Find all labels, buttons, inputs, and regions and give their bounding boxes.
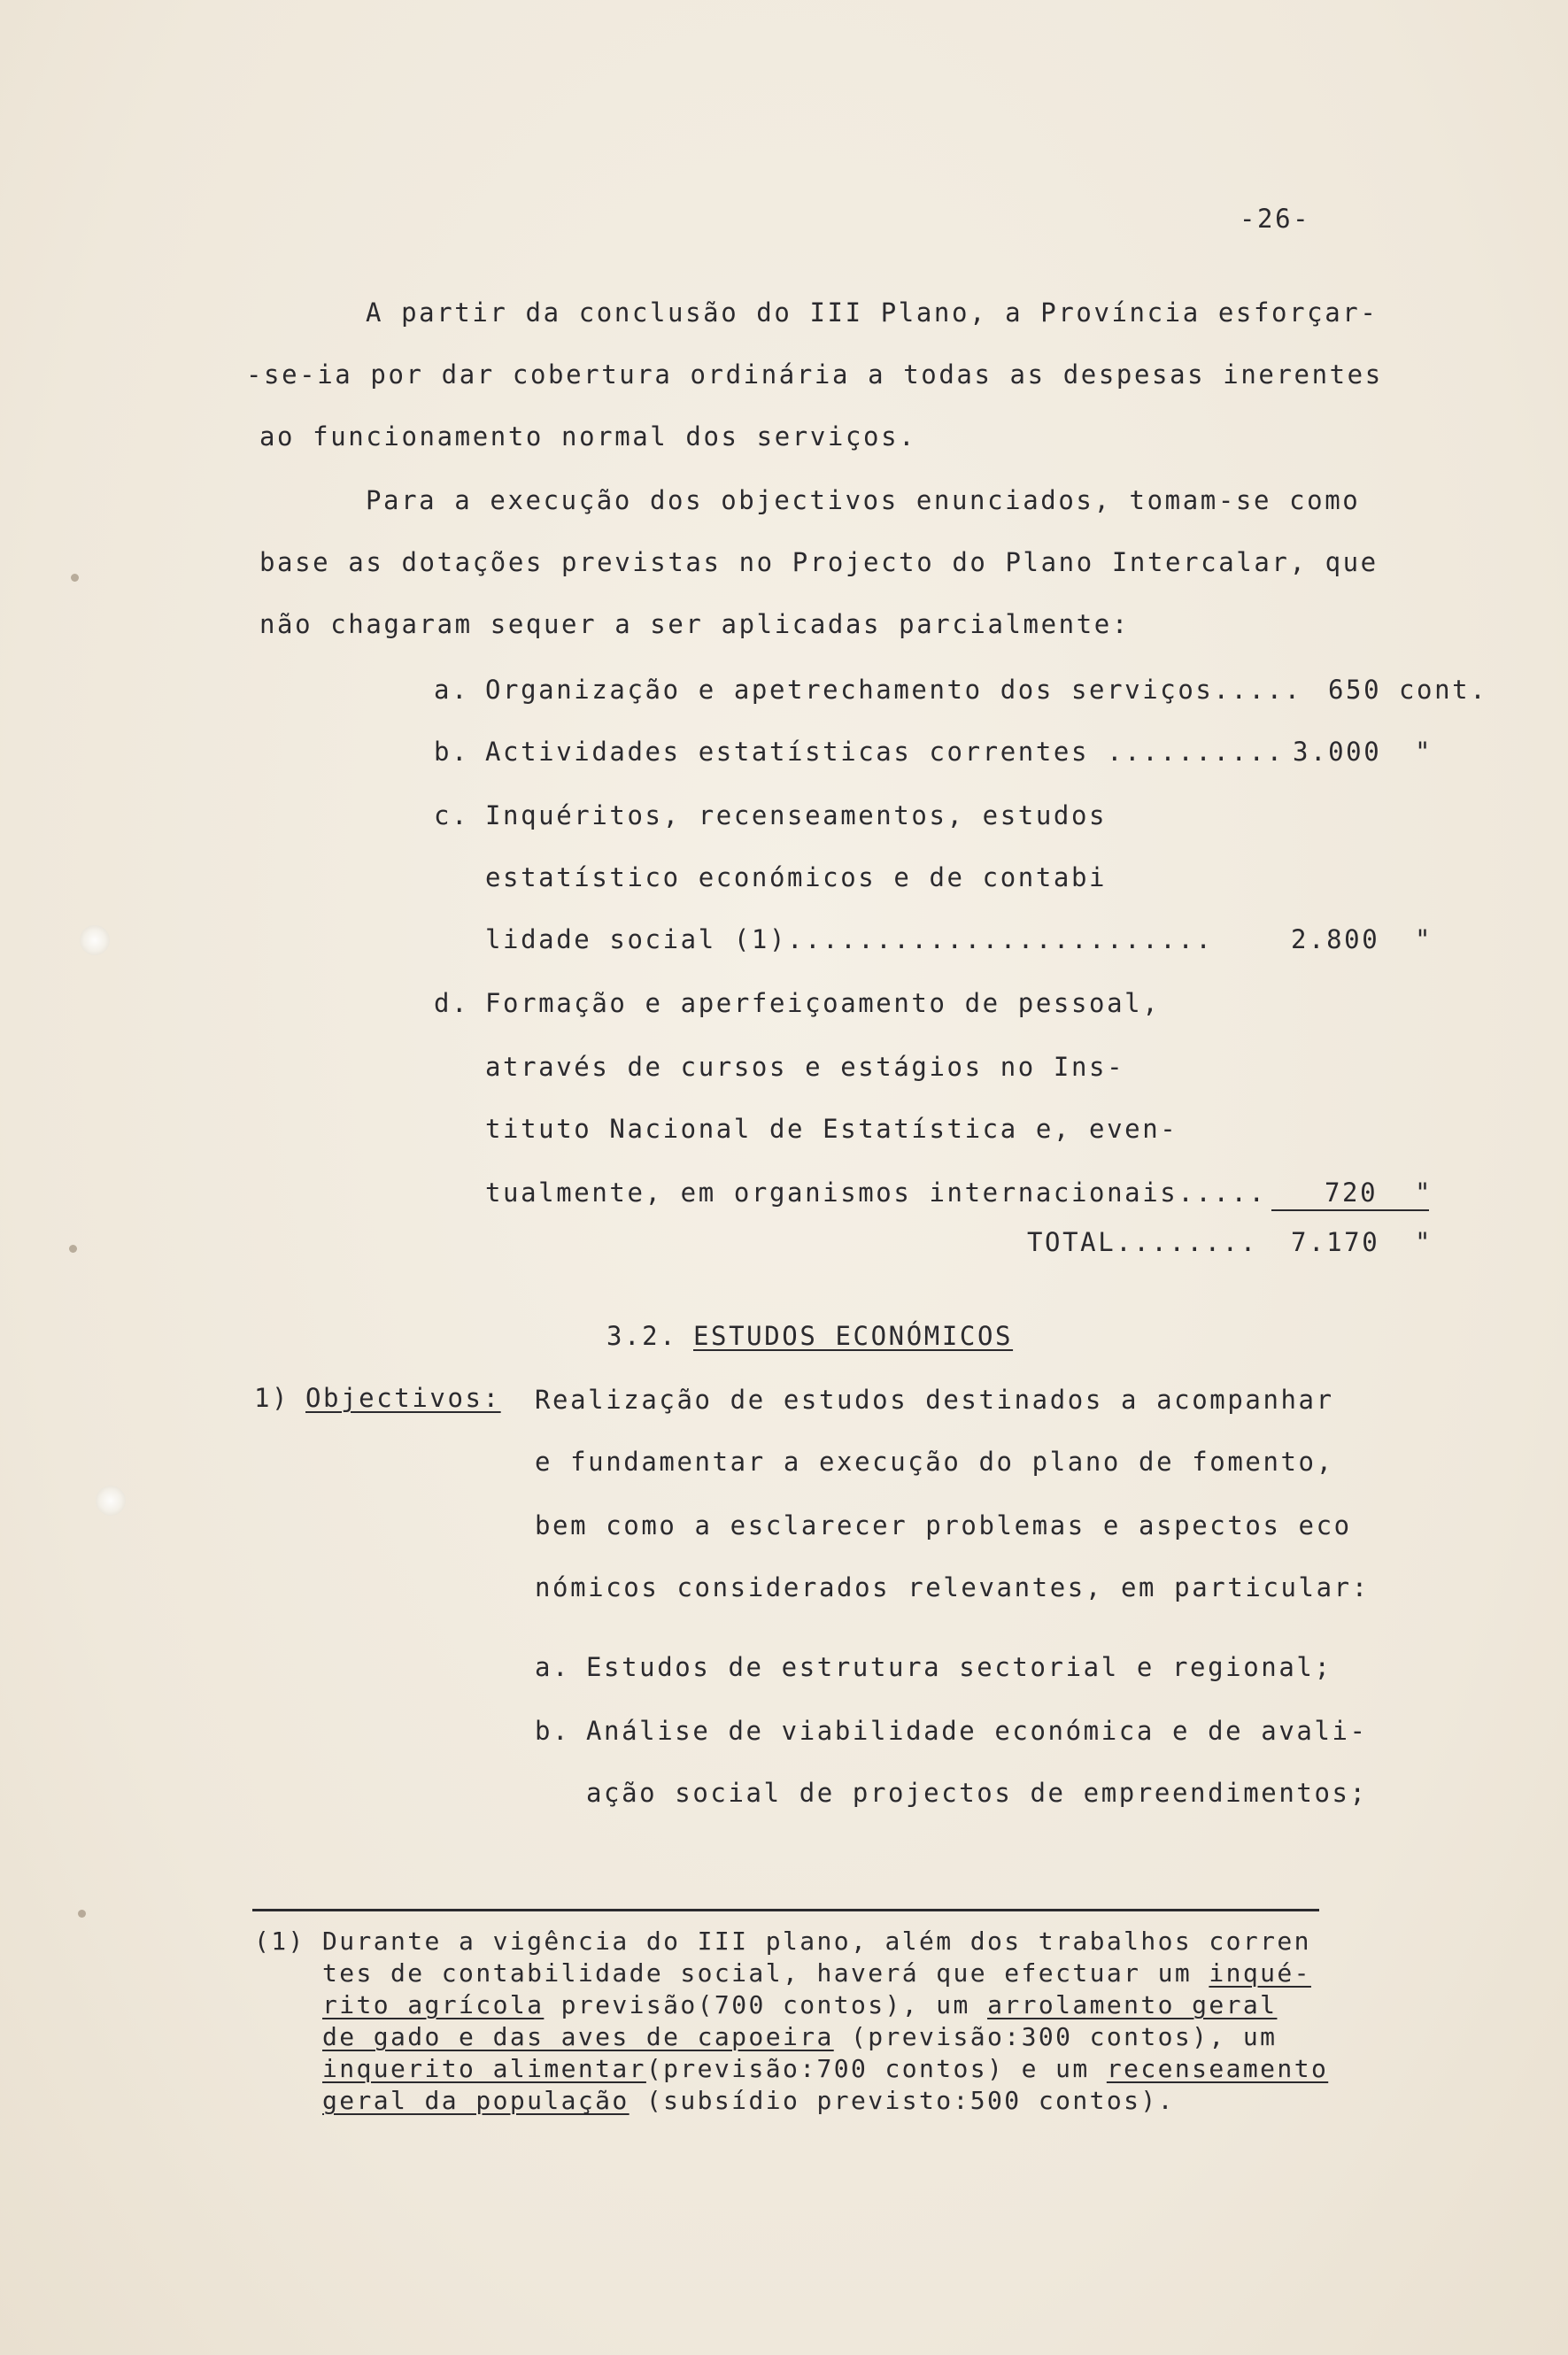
paragraph-line: ao funcionamento normal dos serviços. [259,421,917,452]
paragraph-line: A partir da conclusão do III Plano, a Província esforçar- [366,297,1379,328]
budget-item-d-line: tituto Nacional de Estatística e, even- [485,1114,1178,1144]
footnote-line-2 [322,1958,1311,1988]
budget-item-c-line: lidade social (1)........................ [485,924,1214,954]
total-unit: " [1415,1227,1433,1257]
objectives-line: e fundamentar a execução do plano de fomento, [535,1447,1334,1477]
footnote-emphasis: rito agrícola [322,1990,545,2019]
objectives-line: nómicos considerados relevantes, em particular: [535,1572,1370,1602]
footnote-emphasis: recenseamento [1106,2054,1329,2083]
paragraph-line: base as dotações previstas no Projecto do Plano Intercalar, que [259,547,1379,577]
objectives-line: Realização de estudos destinados a acompanhar [535,1385,1334,1415]
footnote-emphasis: de gado e das aves de capoeira [322,2022,834,2051]
section-number: 3.2. [606,1321,678,1351]
total-value: 7.170 [1291,1227,1380,1257]
paper-speck [71,574,79,582]
objective-item-a: Estudos de estrutura sectorial e regional; [586,1652,1332,1682]
objectives-line: bem como a esclarecer problemas e aspectos eco [535,1510,1352,1540]
budget-unit-b: " [1415,737,1433,767]
budget-item-c-line: estatístico económicos e de contabi [485,862,1108,892]
footnote-separator [252,1909,1319,1911]
footnote-line-5 [322,2054,1328,2084]
footnote-emphasis: geral da população [322,2086,630,2115]
budget-item-c-line: Inquéritos, recenseamentos, estudos [485,800,1108,830]
budget-item-d-line: Formação e aperfeiçoamento de pessoal, [485,988,1161,1018]
footnote-emphasis: inqué- [1209,1958,1311,1988]
budget-unit-a: cont. [1399,675,1488,705]
footnote-text: (previsão:700 contos) e um [645,2054,1107,2083]
objective-letter-a: a. [535,1652,571,1682]
sum-rule [1271,1209,1429,1211]
objective-item-b-line: Análise de viabilidade económica e de avali- [586,1716,1368,1746]
budget-value-b: 3.000 [1293,737,1382,767]
budget-letter-a: a. [434,675,470,705]
footnote-text: tes de contabilidade social, haverá que efectuar um [322,1958,1209,1988]
budget-unit-c: " [1415,924,1433,954]
paragraph-line: -se-ia por dar cobertura ordinária a todas as despesas inerentes [246,359,1383,390]
footnote-emphasis: arrolamento geral [987,1990,1278,2019]
budget-item-d-line: através de cursos e estágios no Ins- [485,1052,1125,1082]
budget-value-a: 650 [1328,675,1382,705]
total-label: TOTAL........ [1027,1227,1258,1257]
footnote-text: (subsídio previsto:500 contos). [629,2086,1175,2115]
section-title: ESTUDOS ECONÓMICOS [693,1321,1014,1351]
footnote-marker: (1) [254,1926,305,1956]
objective-item-b-line: ação social de projectos de empreendimentos; [586,1778,1368,1808]
punch-hole-bottom [96,1486,126,1516]
footnote-line-4 [322,2022,1277,2052]
budget-value-d: 720 [1325,1178,1379,1208]
budget-letter-c: c. [434,800,470,830]
footnote-emphasis: inquerito alimentar [322,2054,646,2083]
page-number: -26- [1240,204,1311,234]
objectives-label: Objectivos: [305,1383,501,1413]
objective-letter-b: b. [535,1716,571,1746]
paragraph-line: não chagaram sequer a ser aplicadas parcialmente: [259,609,1130,639]
budget-unit-d: " [1415,1178,1433,1208]
budget-letter-b: b. [434,737,470,767]
footnote-text: previsão(700 contos), um [544,1990,988,2019]
paper-speck [69,1245,77,1253]
paragraph-line: Para a execução dos objectivos enunciados, tomam-se como [366,485,1361,515]
budget-value-c: 2.800 [1291,924,1380,954]
budget-item-b: Actividades estatísticas correntes .......... [485,737,1285,767]
budget-item-a: Organização e apetrechamento dos serviços..... [485,675,1302,705]
footnote-text: (previsão:300 contos), um [833,2022,1278,2051]
punch-hole-top [80,925,110,955]
paper-speck [78,1910,86,1918]
objectives-number: 1) [254,1383,290,1413]
footnote-line-3 [322,1990,1277,2020]
budget-letter-d: d. [434,988,470,1018]
footnote-line-1: Durante a vigência do III plano, além dos trabalhos corren [322,1926,1311,1956]
footnote-line-6 [322,2086,1175,2116]
budget-item-d-line: tualmente, em organismos internacionais..... [485,1178,1267,1208]
